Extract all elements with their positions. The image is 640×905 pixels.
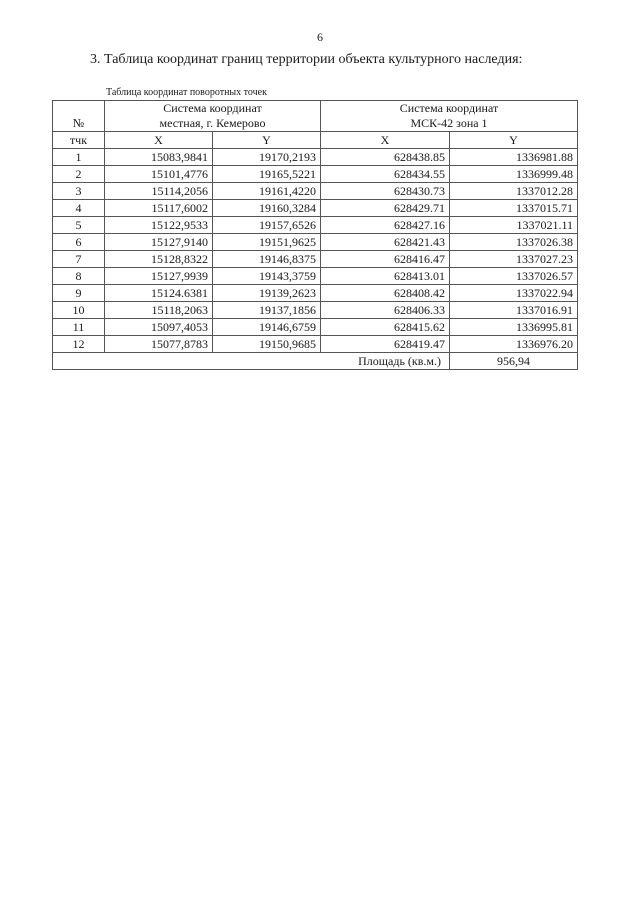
local-y-header: Y xyxy=(213,132,321,149)
local-y-cell: 19150,9685 xyxy=(213,336,321,353)
msk-y-cell: 1336981.88 xyxy=(450,149,578,166)
msk-x-cell: 628408.42 xyxy=(321,285,450,302)
msk-x-cell: 628429.71 xyxy=(321,200,450,217)
msk-y-cell: 1336999.48 xyxy=(450,166,578,183)
msk-x-cell: 628419.47 xyxy=(321,336,450,353)
msk-y-cell: 1337027.23 xyxy=(450,251,578,268)
point-number-header: № xyxy=(53,101,105,132)
msk-y-cell: 1336976.20 xyxy=(450,336,578,353)
local-x-cell: 15117,6002 xyxy=(105,200,213,217)
local-y-cell: 19139,2623 xyxy=(213,285,321,302)
msk-y-cell: 1336995.81 xyxy=(450,319,578,336)
msk-x-cell: 628416.47 xyxy=(321,251,450,268)
msk-system-header xyxy=(321,101,578,132)
point-number-cell: 8 xyxy=(53,268,105,285)
msk-y-cell: 1337015.71 xyxy=(450,200,578,217)
msk-y-cell: 1337016.91 xyxy=(450,302,578,319)
table-row xyxy=(53,336,578,353)
coordinates-table-body xyxy=(53,101,578,370)
table-row xyxy=(53,234,578,251)
local-x-cell: 15127,9939 xyxy=(105,268,213,285)
point-number-subheader: тчк xyxy=(53,132,105,149)
msk-y-cell: 1337022.94 xyxy=(450,285,578,302)
table-row xyxy=(53,251,578,268)
point-number-cell: 7 xyxy=(53,251,105,268)
point-number-cell: 2 xyxy=(53,166,105,183)
section-heading: 3. Таблица координат границ территории объекта культурного наследия: xyxy=(90,52,523,67)
table-row xyxy=(53,166,578,183)
table-row xyxy=(53,285,578,302)
table-row xyxy=(53,200,578,217)
local-x-cell: 15122,9533 xyxy=(105,217,213,234)
msk-x-cell: 628438.85 xyxy=(321,149,450,166)
local-x-header: X xyxy=(105,132,213,149)
local-x-cell: 15118,2063 xyxy=(105,302,213,319)
msk-x-header: X xyxy=(321,132,450,149)
msk-x-cell: 628421.43 xyxy=(321,234,450,251)
local-y-cell: 19143,3759 xyxy=(213,268,321,285)
point-number-cell: 6 xyxy=(53,234,105,251)
point-number-cell: 1 xyxy=(53,149,105,166)
point-number-cell: 3 xyxy=(53,183,105,200)
msk-x-cell: 628413.01 xyxy=(321,268,450,285)
local-y-cell: 19137,1856 xyxy=(213,302,321,319)
msk-y-cell: 1337026.38 xyxy=(450,234,578,251)
table-row xyxy=(53,268,578,285)
local-system-subtitle: местная, г. Кемерово xyxy=(159,116,266,130)
local-x-cell: 15124.6381 xyxy=(105,285,213,302)
table-subheader-row xyxy=(53,132,578,149)
table-row xyxy=(53,319,578,336)
coordinates-table xyxy=(52,100,578,370)
table-row xyxy=(53,183,578,200)
msk-x-cell: 628415.62 xyxy=(321,319,450,336)
point-number-cell: 9 xyxy=(53,285,105,302)
local-y-cell: 19170,2193 xyxy=(213,149,321,166)
local-x-cell: 15127,9140 xyxy=(105,234,213,251)
msk-y-cell: 1337021.11 xyxy=(450,217,578,234)
area-row xyxy=(53,353,578,370)
point-number-cell: 11 xyxy=(53,319,105,336)
local-y-cell: 19161,4220 xyxy=(213,183,321,200)
table-row xyxy=(53,149,578,166)
table-caption: Таблица координат поворотных точек xyxy=(106,87,267,98)
local-y-cell: 19160,3284 xyxy=(213,200,321,217)
local-x-cell: 15083,9841 xyxy=(105,149,213,166)
local-x-cell: 15114,2056 xyxy=(105,183,213,200)
msk-y-cell: 1337026.57 xyxy=(450,268,578,285)
table-header-row xyxy=(53,101,578,132)
msk-y-header: Y xyxy=(450,132,578,149)
local-y-cell: 19146,8375 xyxy=(213,251,321,268)
area-label: Площадь (кв.м.) xyxy=(53,353,450,370)
area-value: 956,94 xyxy=(450,353,578,370)
point-number-cell: 4 xyxy=(53,200,105,217)
local-y-cell: 19165,5221 xyxy=(213,166,321,183)
local-x-cell: 15077,8783 xyxy=(105,336,213,353)
msk-y-cell: 1337012.28 xyxy=(450,183,578,200)
table-row xyxy=(53,302,578,319)
point-number-cell: 12 xyxy=(53,336,105,353)
local-y-cell: 19157,6526 xyxy=(213,217,321,234)
point-number-cell: 5 xyxy=(53,217,105,234)
local-y-cell: 19151,9625 xyxy=(213,234,321,251)
local-x-cell: 15128,8322 xyxy=(105,251,213,268)
msk-x-cell: 628434.55 xyxy=(321,166,450,183)
msk-x-cell: 628406.33 xyxy=(321,302,450,319)
local-y-cell: 19146,6759 xyxy=(213,319,321,336)
table-row xyxy=(53,217,578,234)
msk-x-cell: 628427.16 xyxy=(321,217,450,234)
local-system-title: Система координат xyxy=(163,101,262,115)
msk-system-subtitle: МСК-42 зона 1 xyxy=(410,116,488,130)
local-x-cell: 15097,4053 xyxy=(105,319,213,336)
local-x-cell: 15101,4776 xyxy=(105,166,213,183)
point-number-cell: 10 xyxy=(53,302,105,319)
msk-x-cell: 628430.73 xyxy=(321,183,450,200)
local-system-header xyxy=(105,101,321,132)
msk-system-title: Система координат xyxy=(399,101,499,115)
page-number: 6 xyxy=(317,30,323,44)
